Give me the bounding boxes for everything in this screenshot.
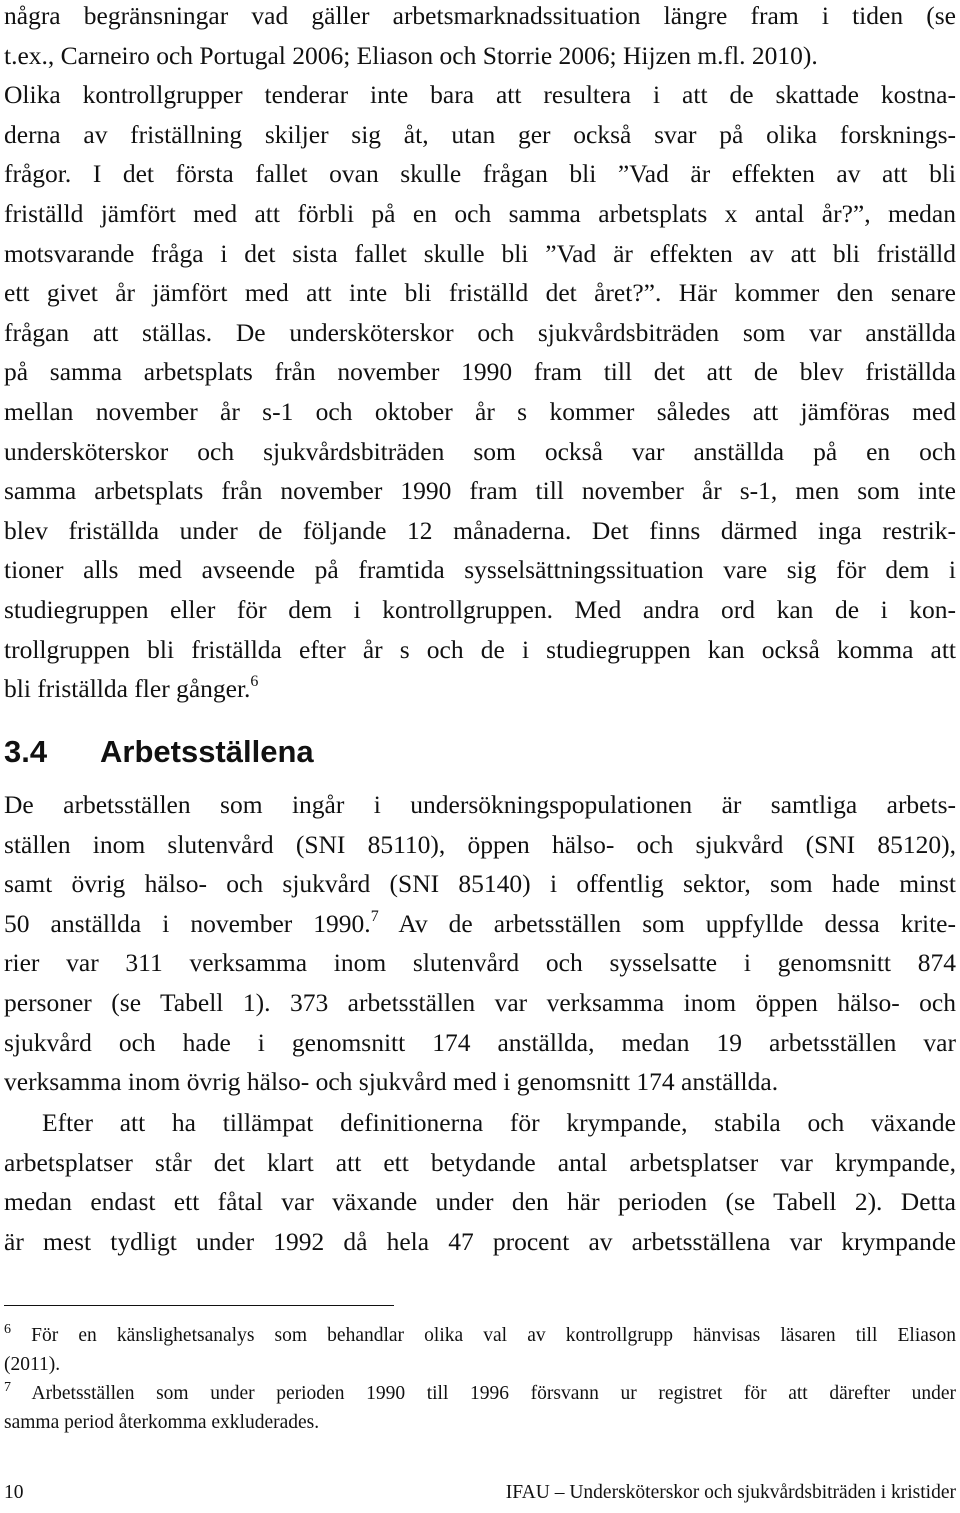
text-line: rier var 311 verksamma inom slutenvård och sysselsatte i genomsnitt 874 — [4, 948, 956, 978]
section-heading — [4, 734, 314, 770]
footnote-ref-7[interactable]: 7 — [370, 907, 379, 925]
text-line: samma arbetsplats från november 1990 fram till november år s-1, men som inte — [4, 476, 956, 506]
running-title: IFAU – Undersköterskor och sjukvårdsbiträden i kristider — [505, 1482, 956, 1503]
text-line: blev friställda under de följande 12 månaderna. Det finns därmed inga restrik- — [4, 515, 956, 545]
text-line: verksamma inom övrig hälso- och sjukvård med i genomsnitt 174 anställda. — [4, 1067, 779, 1097]
text-line: undersköterskor och sjukvårdsbiträden som också var anställda på en och — [4, 436, 956, 466]
body-paragraph-3 — [4, 1103, 956, 1261]
text-line: frågor. I det första fallet ovan skulle frågan bli ”Vad är effekten av att bli — [4, 159, 956, 189]
text-line: trollgruppen bli friställda efter år s och de i studiegruppen kan också komma att — [4, 634, 956, 664]
text-line: personer (se Tabell 1). 373 arbetsställen var verksamma inom öppen hälso- och — [4, 987, 956, 1017]
text-line: samt övrig hälso- och sjukvård (SNI 85140) i offentlig sektor, som hade minst — [4, 869, 956, 899]
text-line: derna av friställning skiljer sig åt, utan ger också svar på olika forsknings- — [4, 119, 956, 149]
text-line: på samma arbetsplats från november 1990 fram till det att de blev friställda — [4, 357, 956, 387]
footnote-text: För en känslighetsanalys som behandlar olika val av kontrollgrupp hänvisas läsaren till Eliason — [11, 1325, 956, 1346]
footnote-line: (2011). — [4, 1354, 61, 1375]
section-number: 3.4 — [4, 734, 48, 769]
footnote-ref-6[interactable]: 6 — [250, 673, 259, 691]
text-line: motsvarande fråga i det sista fallet skulle bli ”Vad är effekten av att bli friställd — [4, 238, 956, 268]
text-line: sjukvård och hade i genomsnitt 174 anställda, medan 19 arbetsställen var — [4, 1027, 956, 1057]
text-line: studiegruppen eller för dem i kontrollgruppen. Med andra ord kan de i kon- — [4, 594, 956, 624]
body-paragraph-1 — [4, 0, 956, 709]
footnote-6 — [4, 1321, 956, 1379]
footnote-line — [4, 1379, 956, 1408]
text-line: är mest tydligt under 1992 då hela 47 procent av arbetsställena var krympande — [4, 1226, 956, 1256]
text-line — [4, 904, 956, 944]
text-line: tioner alls med avseende på framtida sysselsättningssituation vare sig för dem i — [4, 555, 956, 585]
body-paragraph-2 — [4, 785, 956, 1102]
text-line: medan endast ett fåtal var växande under den här perioden (se Tabell 2). Detta — [4, 1187, 956, 1217]
text-line: t.ex., Carneiro och Portugal 2006; Eliason och Storrie 2006; Hijzen m.fl. 2010). — [4, 40, 818, 70]
text-line: De arbetsställen som ingår i undersökningspopulationen är samtliga arbets- — [4, 790, 956, 819]
text-line: frågan att ställas. De undersköterskor och sjukvårdsbiträden som var anställda — [4, 317, 956, 347]
text-line-content: 50 anställda i november 1990. — [4, 908, 371, 938]
footnote-number: 7 — [4, 1380, 11, 1395]
section-title: Arbetsställena — [100, 734, 314, 769]
text-line: några begränsningar vad gäller arbetsmarknadssituation längre fram i tiden (se — [4, 1, 956, 30]
text-line-content: bli friställda fler gånger. — [4, 674, 251, 704]
footnote-text: Arbetsställen som under perioden 1990 till 1996 försvann ur registret för att därefter under — [11, 1383, 956, 1404]
footnote-line — [4, 1321, 956, 1350]
text-line: ställen inom slutenvård (SNI 85110), öppen hälso- och sjukvård (SNI 85120), — [4, 829, 956, 859]
text-line: Efter att ha tillämpat definitionerna för krympande, stabila och växande — [42, 1108, 956, 1137]
text-line: mellan november år s-1 och oktober år s kommer således att jämföras med — [4, 396, 956, 426]
text-line: ett givet år jämfört med att inte bli friställd det året?”. Här kommer den senare — [4, 278, 956, 308]
footnote-line: samma period återkomma exkluderades. — [4, 1412, 320, 1433]
text-line-content: Av de arbetsställen som uppfyllde dessa krite- — [378, 908, 956, 938]
text-line — [4, 669, 956, 709]
text-line: Olika kontrollgrupper tenderar inte bara att resultera i att de skattade kostna- — [4, 80, 956, 110]
text-line: friställd jämfört med att förbli på en och samma arbetsplats x antal år?”, medan — [4, 198, 956, 228]
footnote-separator — [4, 1305, 394, 1306]
footnote-7 — [4, 1379, 956, 1437]
page-number: 10 — [4, 1482, 24, 1503]
footnote-number: 6 — [4, 1322, 11, 1337]
text-line: arbetsplatser står det klart att ett betydande antal arbetsplatser var krympande, — [4, 1147, 956, 1177]
